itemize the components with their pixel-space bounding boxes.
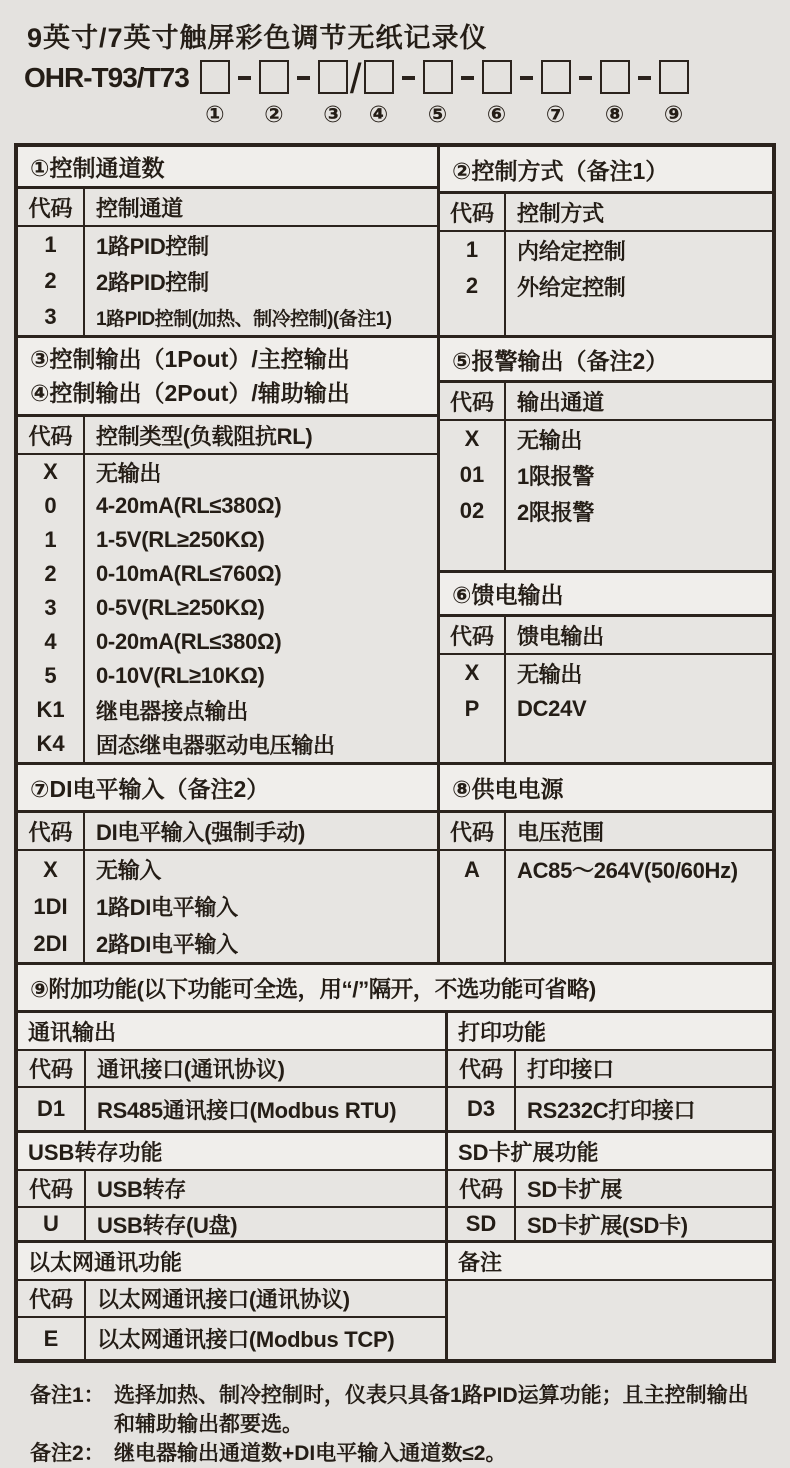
note-1 [30,1381,770,1439]
desc-header-cell: 打印接口 [516,1051,772,1088]
dash-separator [638,76,651,80]
desc-cell: DC24V [517,696,587,721]
code-cell: X [464,660,480,685]
code-cell: 4 [44,629,57,654]
code-header-cell: 代码 [440,383,504,421]
subsection-title: 打印功能 [448,1013,772,1051]
desc-cell: RS485通讯接口(Modbus RTU) [97,1097,397,1123]
subsection-remark [448,1240,772,1359]
code-cell: 3 [44,595,57,620]
model-prefix: OHR-T93/T73 [24,62,189,93]
code-cell: X [43,459,58,484]
code-box-4 [364,60,394,94]
desc-cell: 外给定控制 [517,274,626,300]
note-text: 选择加热、制冷控制时，仪表只具备1路PID运算功能；且主控制输出和辅助输出都要选。 [114,1384,749,1436]
code-header-cell: 代码 [18,1171,84,1208]
desc-cell: 1路PID控制(加热、制冷控制)(备注1) [96,308,392,330]
code-box-8 [600,60,630,94]
position-label-5: ⑤ [427,101,448,127]
position-label-8: ⑧ [604,101,625,127]
subsection-title: SD卡扩展功能 [448,1133,772,1171]
desc-cell: 2限报警 [517,499,595,525]
desc-cell: SD卡扩展(SD卡) [527,1212,688,1238]
position-label-6: ⑥ [486,101,507,127]
desc-cell: RS232C打印接口 [527,1097,696,1123]
section-alarm-output [440,335,772,570]
dash-separator [297,76,310,80]
model-position-5 [422,60,454,127]
code-cell: 5 [44,663,57,688]
note-2 [30,1439,770,1468]
desc-cell: 0-5V(RL≥250KΩ) [96,595,265,620]
section-additional-functions-title: ⑨附加功能(以下功能可全选，用“/”隔开，不选功能可省略) [18,962,772,1010]
code-header-cell: 代码 [440,194,504,232]
desc-header-cell: 馈电输出 [506,617,772,655]
subsection-sd-expansion [448,1130,772,1240]
model-position-7 [540,60,572,127]
subsection-title: 通讯输出 [18,1013,445,1051]
footer-notes [30,1381,770,1468]
position-label-7: ⑦ [545,101,566,127]
desc-cell: 2路DI电平输入 [96,932,238,957]
desc-cell: USB转存(U盘) [97,1212,238,1238]
code-cell: E [43,1325,59,1351]
desc-cell: 1限报警 [517,463,595,489]
code-header-cell: 代码 [448,1051,514,1088]
code-cell: 1 [465,237,479,262]
desc-header-cell: 控制方式 [506,194,772,232]
desc-header-cell: USB转存 [86,1171,445,1208]
desc-cell: 以太网通讯接口(Modbus TCP) [97,1327,395,1352]
desc-cell: 固态继电器驱动电压输出 [96,732,335,758]
position-label-1: ① [205,101,225,127]
code-cell: 0 [44,493,57,518]
note-label: 备注1： [30,1384,105,1407]
section-title-line2: ④控制输出（2Pout）/辅助输出 [30,380,350,406]
model-position-1 [199,60,231,127]
section-title-line1: ③控制输出（1Pout）/主控输出 [30,346,350,372]
code-cell: D1 [36,1096,66,1121]
code-cell: 1 [44,232,57,257]
document-title: 9英寸/7英寸触屏彩色调节无纸记录仪 [27,23,488,53]
section-power-supply [440,762,772,962]
section-title: ②控制方式（备注1） [440,147,772,194]
code-box-9 [659,60,689,94]
code-cell: 2DI [33,930,68,956]
code-header-cell: 代码 [440,813,504,851]
section-control-output [18,335,437,762]
desc-cell: 无输出 [96,460,162,486]
desc-cell: 1-5V(RL≥250KΩ) [96,527,265,552]
position-label-2: ② [264,101,284,127]
code-cell: SD [465,1211,497,1236]
code-cell: D3 [466,1096,496,1121]
desc-header-cell: SD卡扩展 [516,1171,772,1208]
model-position-8 [599,60,631,127]
desc-header-cell: 通讯接口(通讯协议) [86,1051,445,1088]
slash-separator: / [349,55,362,102]
code-cell: X [464,426,480,451]
dash-separator [520,76,533,80]
code-cell: 3 [44,304,57,329]
code-box-5 [423,60,453,94]
section-title: ⑤报警输出（备注2） [440,338,772,383]
desc-cell: 4-20mA(RL≤380Ω) [96,493,282,518]
section-title: ①控制通道数 [18,147,437,189]
code-cell: U [43,1211,59,1236]
desc-cell: AC85～264V(50/60Hz) [517,858,738,883]
model-code-line [24,55,690,127]
note-label: 备注2： [30,1442,105,1465]
desc-cell: 0-20mA(RL≤380Ω) [96,629,282,654]
section-di-input [18,762,437,962]
section-title: ⑥馈电输出 [440,573,772,617]
section-transmitter-power [440,570,772,762]
desc-cell: 继电器接点输出 [96,698,248,724]
dash-separator [238,76,251,80]
desc-cell: 无输入 [96,858,162,883]
position-label-3: ③ [323,101,343,127]
model-position-6 [481,60,513,127]
code-header-cell: 代码 [18,189,83,227]
code-cell: 2 [44,268,57,293]
code-cell: 01 [459,462,485,487]
dash-separator [402,76,415,80]
subsection-title: 备注 [448,1243,772,1281]
dash-separator [579,76,592,80]
code-header-cell: 代码 [440,617,504,655]
model-position-9 [658,60,690,127]
code-box-2 [259,60,289,94]
desc-cell: 内给定控制 [517,238,626,264]
desc-cell: 0-10V(RL≥10KΩ) [96,663,265,688]
desc-cell: 无输出 [517,661,583,687]
model-position-3 [317,60,349,127]
desc-header-cell: 控制类型(负载阻抗RL) [85,417,437,455]
model-position-2 [258,60,290,127]
code-box-7 [541,60,571,94]
desc-header-cell: 电压范围 [506,813,772,851]
section-control-mode [440,147,772,335]
section-title: ⑧供电电源 [440,765,772,813]
code-header-cell: 代码 [18,417,83,455]
desc-cell: 0-10mA(RL≤760Ω) [96,561,282,586]
desc-header-cell: 输出通道 [506,383,772,421]
desc-cell: 2路PID控制 [96,269,209,295]
subsection-usb-transfer [18,1130,448,1240]
code-header-cell: 代码 [18,813,83,851]
section-title: ⑦DI电平输入（备注2） [18,765,437,813]
code-cell: 1 [44,527,57,552]
section-control-channels [18,147,437,335]
position-label-9: ⑨ [663,101,684,127]
desc-header-cell: 控制通道 [85,189,437,227]
code-cell: 1DI [33,893,68,919]
subsection-title: USB转存功能 [18,1133,445,1171]
code-header-cell: 代码 [448,1171,514,1208]
dash-separator [461,76,474,80]
code-header-cell: 代码 [18,1051,84,1088]
subsection-ethernet-comm [18,1240,448,1359]
code-cell: K1 [36,697,65,722]
code-cell: K4 [36,731,65,756]
desc-cell: 1路PID控制 [96,233,209,259]
subsection-print-function [448,1010,772,1130]
code-cell: 2 [465,273,479,298]
code-cell: 02 [459,498,485,523]
code-cell: A [464,856,480,882]
subsection-title: 以太网通讯功能 [18,1243,445,1281]
subsection-comm-output [18,1010,448,1130]
code-box-3 [318,60,348,94]
desc-cell: 无输出 [517,427,583,453]
code-box-1 [200,60,230,94]
desc-cell: 1路DI电平输入 [96,895,238,920]
code-box-6 [482,60,512,94]
position-label-4: ④ [368,101,389,127]
note-text: 继电器输出通道数+DI电平输入通道数≤2。 [114,1442,507,1465]
remark-empty-cell [448,1281,772,1359]
selection-table [14,143,776,1363]
code-cell: X [43,856,58,882]
code-cell: 2 [44,561,57,586]
model-position-4 [363,60,395,127]
desc-header-cell: 以太网通讯接口(通讯协议) [86,1281,445,1318]
code-header-cell: 代码 [18,1281,84,1318]
desc-header-cell: DI电平输入(强制手动) [85,813,437,851]
code-cell: P [464,696,480,721]
